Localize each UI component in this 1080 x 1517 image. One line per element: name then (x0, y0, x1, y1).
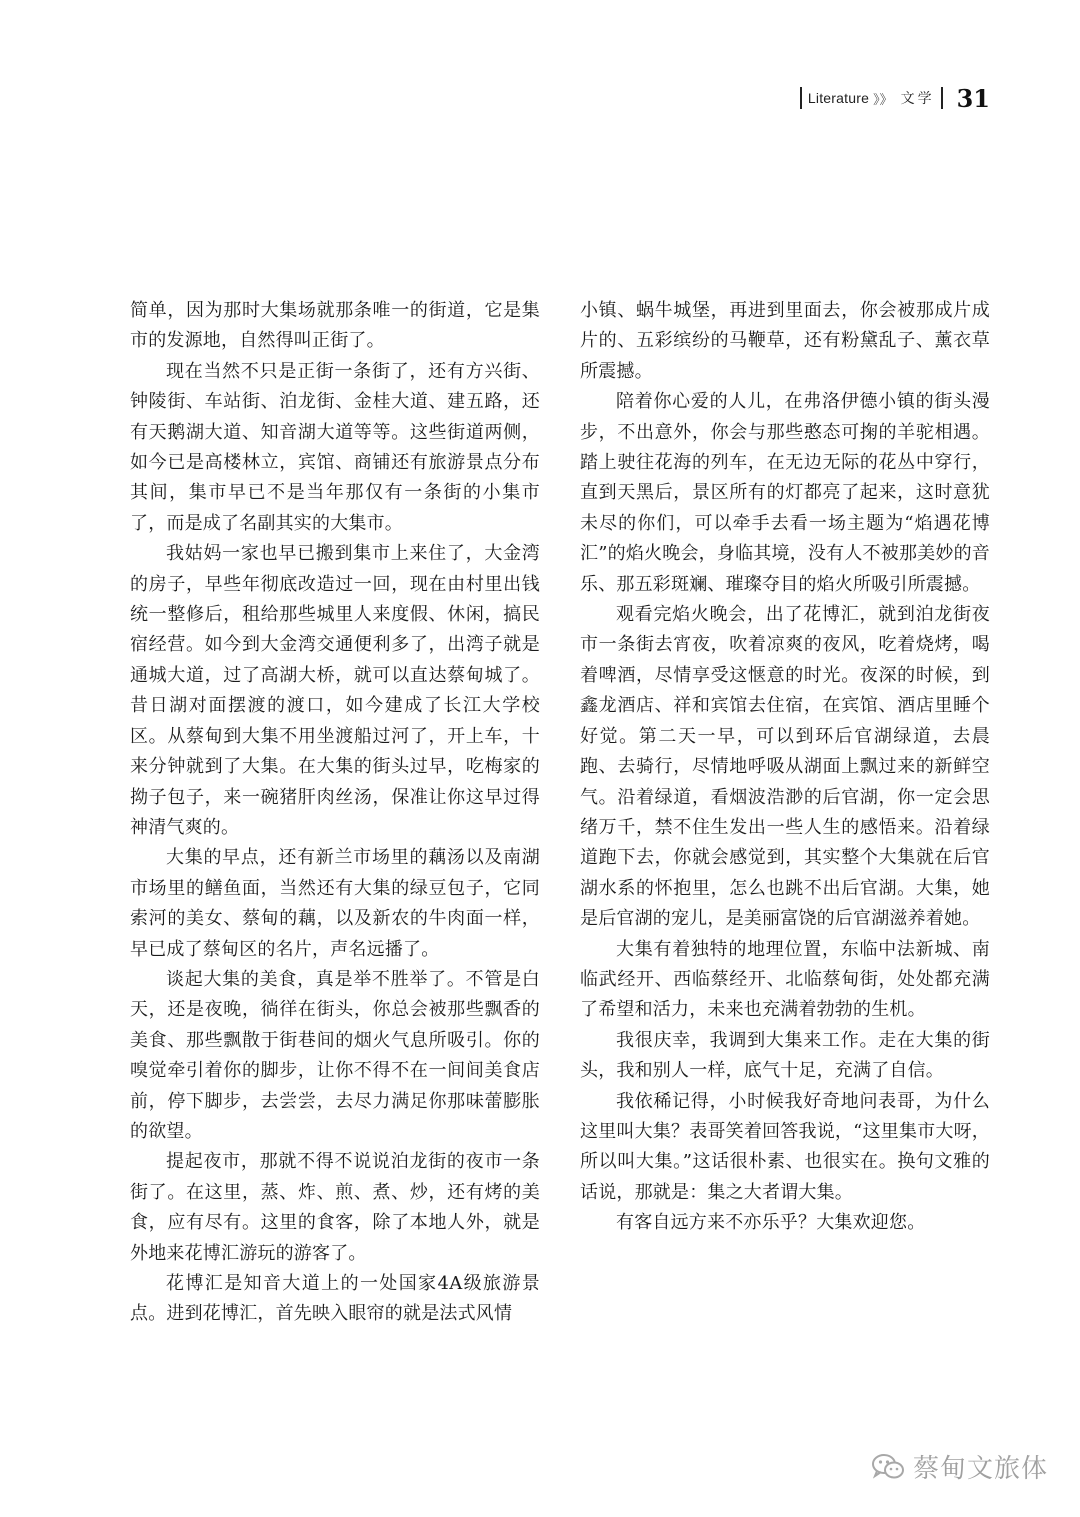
paragraph: 谈起大集的美食，真是举不胜举了。不管是白天，还是夜晚，徜徉在街头，你总会被那些飘香的美食、那些飘散于街巷间的烟火气息所吸引。你的嗅觉牵引着你的脚步，让你不得不在一间间美食店前，停下脚步，去尝尝，去尽力满足你那味蕾膨胀的欲望。 (130, 968, 540, 1142)
header-divider-right (941, 87, 943, 109)
section-chevron: 》》 (873, 91, 893, 107)
paragraph: 大集有着独特的地理位置，东临中法新城、南临武经开、西临蔡经开、北临蔡甸街，处处都充满了希望和活力，未来也充满着勃勃的生机。 (580, 938, 990, 1021)
left-text-column (130, 296, 540, 1330)
header-divider-left (800, 87, 802, 109)
paragraph: 我依稀记得，小时候我好奇地问表哥，为什么这里叫大集？表哥笑着回答我说，“这里集市大呀，所以叫大集。”这话很朴素、也很实在。换句文雅的话说，那就是：集之大者谓大集。 (580, 1090, 990, 1203)
paragraph: 简单，因为那时大集场就那条唯一的街道，它是集市的发源地，自然得叫正街了。 (130, 300, 540, 352)
paragraph: 我姑妈一家也早已搬到集市上来住了，大金湾的房子，早些年彻底改造过一回，现在由村里出钱统一整修后，租给那些城里人来度假、休闲，搞民宿经营。如今到大金湾交通便利多了，出湾子就是通城大道，过了高湖大桥，就可以直达蔡甸城了。昔日湖对面摆渡的渡口，如今建成了长江大学校区。从蔡甸到大集不用坐渡船过河了，开上车，十来分钟就到了大集。在大集的街头过早，吃梅家的拗子包子，来一碗猪肝肉丝汤，保准让你这早过得神清气爽的。 (130, 543, 540, 838)
watermark-text: 蔡甸文旅体 (912, 1454, 1048, 1484)
page-number: 31 (956, 83, 990, 113)
paragraph: 花博汇是知音大道上的一处国家4A级旅游景点。进到花博汇，首先映入眼帘的就是法式风情 (130, 1273, 540, 1325)
paragraph: 有客自远方来不亦乐乎？大集欢迎您。 (616, 1212, 926, 1234)
paragraph: 现在当然不只是正街一条街了，还有方兴街、钟陵街、车站街、泊龙街、金桂大道、建五路，还有天鹅湖大道、知音湖大道等等。这些街道两侧，如今已是高楼林立，宾馆、商铺还有旅游景点分布其间，集市早已不是当年那仅有一条街的小集市了，而是成了名副其实的大集市。 (130, 360, 540, 534)
paragraph: 我很庆幸，我调到大集来工作。走在大集的街头，我和别人一样，底气十足，充满了自信。 (580, 1029, 990, 1082)
source-watermark (871, 1448, 1048, 1485)
paragraph: 小镇、蜗牛城堡，再进到里面去，你会被那成片成片的、五彩缤纷的马鞭草，还有粉黛乱子、薰衣草所震撼。 (580, 300, 990, 382)
wechat-icon (871, 1453, 905, 1481)
paragraph: 观看完焰火晚会，出了花博汇，就到泊龙街夜市一条街去宵夜，吹着凉爽的夜风，吃着烧烤，喝着啤酒，尽情享受这惬意的时光。夜深的时候，到鑫龙酒店、祥和宾馆去住宿，在宾馆、酒店里睡个好觉。第二天一早，可以到环后官湖绿道，去晨跑、去骑行，尽情地呼吸从湖面上飘过来的新鲜空气。沿着绿道，看烟波浩渺的后官湖，你一定会思绪万千，禁不住生发出一些人生的感悟来。沿着绿道跑下去，你就会感觉到，其实整个大集就在后官湖水系的怀抱里，怎么也跳不出后官湖。大集，她是后官湖的宠儿，是美丽富饶的后官湖滋养着她。 (580, 604, 990, 930)
paragraph: 提起夜市，那就不得不说说泊龙街的夜市一条街了。在这里，蒸、炸、煎、煮、炒，还有烤的美食，应有尽有。这里的食客，除了本地人外，就是外地来花博汇游玩的游客了。 (130, 1151, 540, 1264)
paragraph: 大集的早点，还有新兰市场里的藕汤以及南湖市场里的鳝鱼面，当然还有大集的绿豆包子，它同索河的美女、蔡甸的藕，以及新农的牛肉面一样，早已成了蔡甸区的名片，声名远播了。 (130, 847, 540, 960)
page-header (800, 84, 990, 112)
section-label-en: Literature (807, 90, 870, 106)
section-label-cn: 文学 (900, 90, 935, 106)
right-text-column (580, 296, 990, 1239)
paragraph: 陪着你心爱的人儿，在弗洛伊德小镇的街头漫步，不出意外，你会与那些憨态可掬的羊驼相遇。踏上驶往花海的列车，在无边无际的花丛中穿行，直到天黑后，景区所有的灯都亮了起来，这时意犹未尽的你们，可以牵手去看一场主题为“焰遇花博汇”的焰火晚会，身临其境，没有人不被那美妙的音乐、那五彩斑斓、璀璨夺目的焰火所吸引所震撼。 (580, 391, 990, 595)
